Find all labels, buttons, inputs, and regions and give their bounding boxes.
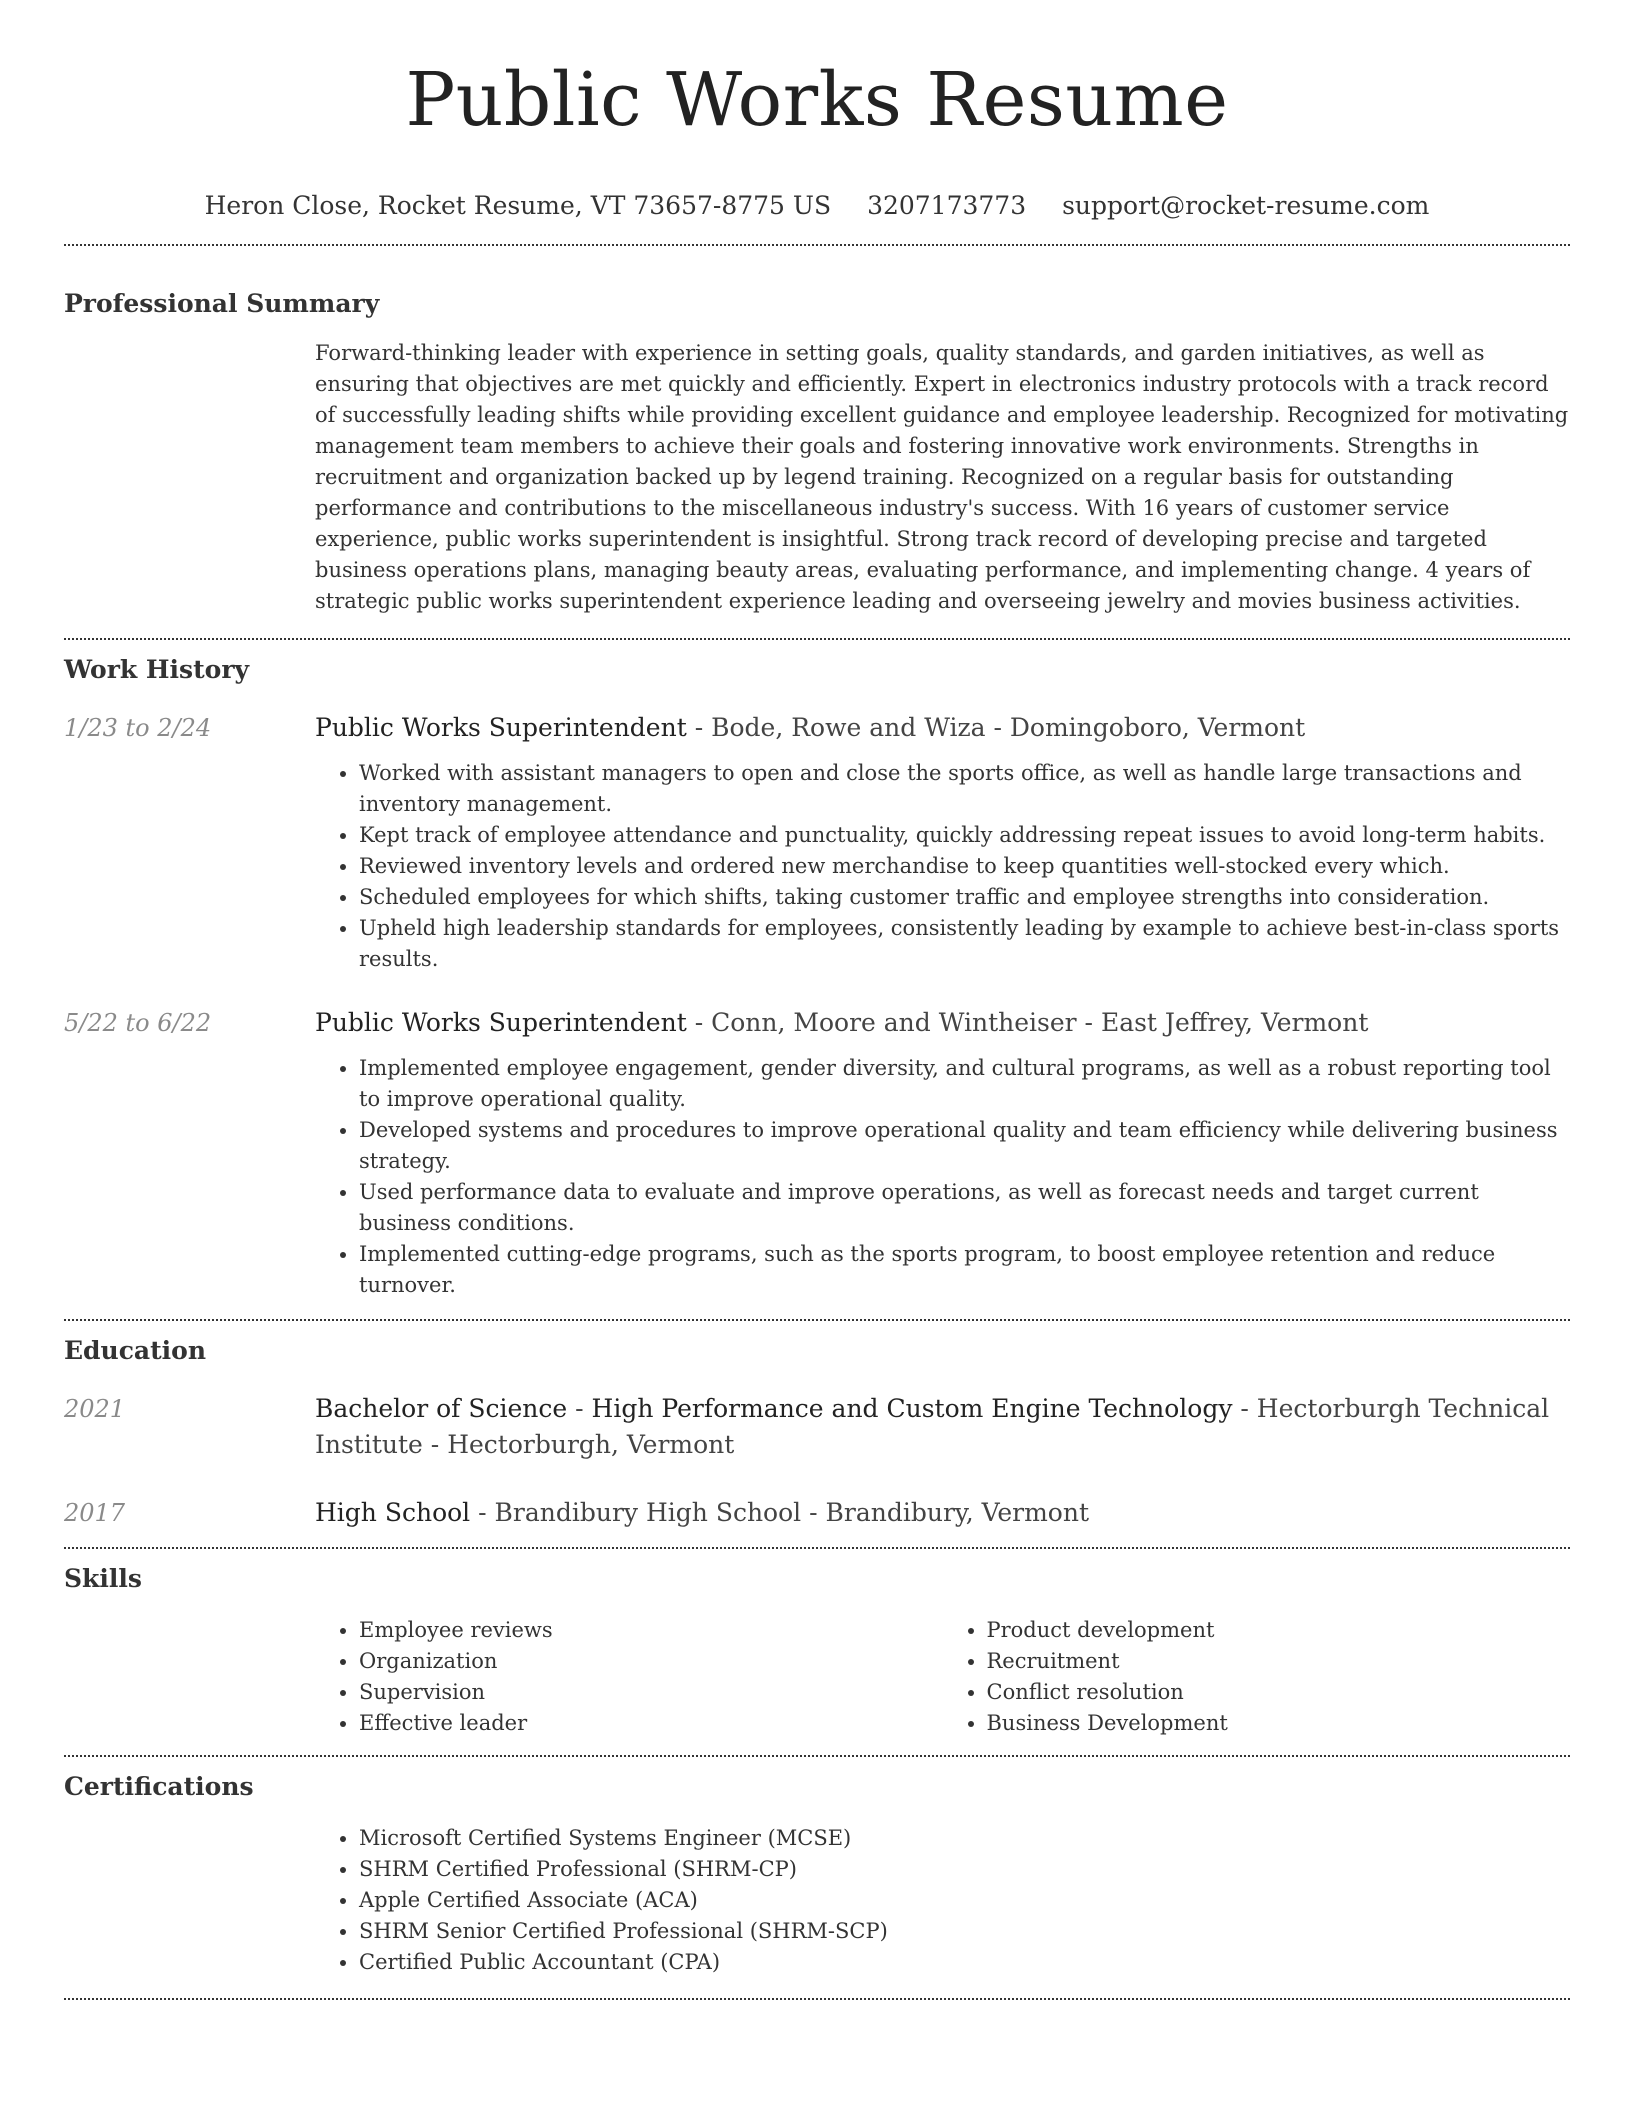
skills-row xyxy=(64,1615,1570,1739)
separator: - xyxy=(470,1498,495,1527)
education-entry xyxy=(64,1391,1570,1463)
separator: - xyxy=(422,1430,448,1459)
job-bullets xyxy=(315,758,1570,975)
list-item: • Scheduled employees for which shifts, taking customer traffic and employee strengths into consideration. xyxy=(359,882,1570,913)
skills-grid xyxy=(315,1615,1570,1739)
skill-item: • Conflict resolution xyxy=(987,1677,1571,1708)
contact-line xyxy=(64,188,1570,224)
certifications-spacer xyxy=(64,1823,315,1978)
certification-item: • Certified Public Accountant (CPA) xyxy=(359,1947,1570,1978)
resume-title: Public Works Resume xyxy=(405,57,1229,143)
education-heading-line xyxy=(315,1495,1570,1531)
job-details xyxy=(315,1005,1570,1301)
job-details xyxy=(315,710,1570,975)
list-item: • Kept track of employee attendance and punctuality, quickly addressing repeat issues to avoid long-term habits. xyxy=(359,820,1570,851)
job-title: Public Works Superintendent xyxy=(315,1008,687,1037)
job-company: Bode, Rowe and Wiza xyxy=(711,713,986,742)
summary-heading: Professional Summary xyxy=(64,289,380,318)
job-dates: 5/22 to 6/22 xyxy=(64,1009,212,1037)
job-location: East Jeffrey, Vermont xyxy=(1100,1008,1369,1037)
skill-item: • Recruitment xyxy=(987,1646,1571,1677)
job-bullets xyxy=(315,1053,1570,1301)
skill-item: • Business Development xyxy=(987,1708,1571,1739)
education-entry xyxy=(64,1495,1570,1531)
summary-spacer xyxy=(64,338,315,617)
summary-row xyxy=(64,338,1570,617)
skills-list-left xyxy=(315,1615,943,1739)
skills-list-right xyxy=(943,1615,1571,1739)
education-school: Hectorburgh Technical Institute xyxy=(315,1394,1550,1459)
contact-phone: 3207173773 xyxy=(867,191,1027,220)
contact-email: support@rocket-resume.com xyxy=(1062,191,1430,220)
job-heading xyxy=(315,1005,1570,1041)
job-heading xyxy=(315,710,1570,746)
list-item: • Worked with assistant managers to open and close the sports office, as well as handle large transactions and inventory management. xyxy=(359,758,1570,820)
separator: - xyxy=(567,1394,592,1423)
job-entry xyxy=(64,710,1570,975)
education-location: Hectorburgh, Vermont xyxy=(447,1430,735,1459)
divider xyxy=(64,1998,1570,2000)
certifications-heading: Certifications xyxy=(64,1772,254,1801)
education-details xyxy=(315,1391,1570,1463)
separator: - xyxy=(1232,1394,1257,1423)
education-heading-line xyxy=(315,1391,1570,1463)
certification-item: • SHRM Senior Certified Professional (SHRM-SCP) xyxy=(359,1916,1570,1947)
divider xyxy=(64,1547,1570,1549)
education-heading: Education xyxy=(64,1336,207,1365)
education-degree: High School xyxy=(315,1498,471,1527)
job-entry xyxy=(64,1005,1570,1301)
separator: - xyxy=(686,713,712,742)
skill-item: • Employee reviews xyxy=(359,1615,943,1646)
separator: - xyxy=(801,1498,826,1527)
divider xyxy=(64,1755,1570,1757)
skills-spacer xyxy=(64,1615,315,1739)
separator: - xyxy=(686,1008,712,1037)
education-details xyxy=(315,1495,1570,1531)
list-item: • Implemented cutting-edge programs, such as the sports program, to boost employee retention and reduce turnover. xyxy=(359,1239,1570,1301)
resume-page xyxy=(64,0,1570,2000)
list-item: • Used performance data to evaluate and improve operations, as well as forecast needs and target current business conditions. xyxy=(359,1177,1570,1239)
skills-heading: Skills xyxy=(64,1564,142,1593)
education-year: 2021 xyxy=(64,1395,126,1423)
education-degree: Bachelor of Science xyxy=(315,1394,568,1423)
education-school: Brandibury High School xyxy=(494,1498,802,1527)
education-location: Brandibury, Vermont xyxy=(825,1498,1090,1527)
summary-body xyxy=(315,338,1570,617)
certifications-row xyxy=(64,1823,1570,1978)
separator: - xyxy=(985,713,1010,742)
education-field: High Performance and Custom Engine Technology xyxy=(591,1394,1233,1423)
list-item: • Upheld high leadership standards for employees, consistently leading by example to achieve best-in-class sports results. xyxy=(359,913,1570,975)
divider xyxy=(64,244,1570,246)
job-dates: 1/23 to 2/24 xyxy=(64,714,212,742)
certification-item: • SHRM Certified Professional (SHRM-CP) xyxy=(359,1854,1570,1885)
job-company: Conn, Moore and Wintheiser xyxy=(711,1008,1077,1037)
certifications-body xyxy=(315,1823,1570,1978)
list-item: • Developed systems and procedures to improve operational quality and team efficiency while delivering business strategy. xyxy=(359,1115,1570,1177)
divider xyxy=(64,1319,1570,1321)
education-year: 2017 xyxy=(64,1499,126,1527)
summary-text: Forward-thinking leader with experience in setting goals, quality standards, and garden initiatives, as well as ensuring that objectives are met quickly and efficiently. Expert in electronics industry protocols with a track record of successfully leading shifts while providing excellent guidance and employee leadership. Recognized for motivating management team members to achieve their goals and fostering innovative work environments. Strengths in recruitment and organization backed up by legend training. Recognized on a regular basis for outstanding performance and contributions to the miscellaneous industry's success. With 16 years of customer service experience, public works superintendent is insightful. Strong track record of developing precise and targeted business operations plans, managing beauty areas, evaluating performance, and implementing change. 4 years of strategic public works superintendent experience leading and overseeing jewelry and movies business activities. xyxy=(315,341,1569,613)
skill-item: • Supervision xyxy=(359,1677,943,1708)
certifications-list xyxy=(315,1823,1570,1978)
certification-item: • Microsoft Certified Systems Engineer (MCSE) xyxy=(359,1823,1570,1854)
skill-item: • Product development xyxy=(987,1615,1571,1646)
certification-item: • Apple Certified Associate (ACA) xyxy=(359,1885,1570,1916)
job-location: Domingoboro, Vermont xyxy=(1009,713,1306,742)
divider xyxy=(64,638,1570,640)
separator: - xyxy=(1076,1008,1101,1037)
list-item: • Reviewed inventory levels and ordered new merchandise to keep quantities well-stocked every which. xyxy=(359,851,1570,882)
skill-item: • Organization xyxy=(359,1646,943,1677)
skill-item: • Effective leader xyxy=(359,1708,943,1739)
contact-address: Heron Close, Rocket Resume, VT 73657-8775 US xyxy=(204,191,832,220)
work-history-heading: Work History xyxy=(64,655,250,684)
job-title: Public Works Superintendent xyxy=(315,713,687,742)
list-item: • Implemented employee engagement, gender diversity, and cultural programs, as well as a robust reporting tool to improve operational quality. xyxy=(359,1053,1570,1115)
